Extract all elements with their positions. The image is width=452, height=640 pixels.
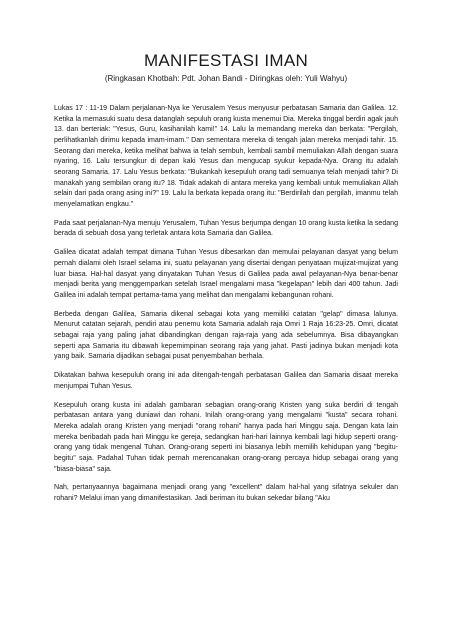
paragraph: Berbeda dengan Galilea, Samaria dikenal sebagai kota yang memiliki catatan "gelap" dimasa lalunya. Menurut catatan sejarah, pendiri atau penemu kota Samaria adalah raja Omri 1 Raja 16:23-25. Omri, dicatat sebagai raja yang paling jahat dibandingkan dengan raja-raja yang ada sebelumnya. Bisa dibayangkan seperti apa Samaria itu dibawah kepemimpinan seorang raja yang jahat. Pasti jadinya bukan menjadi kota yang baik. Samaria dijadikan sebagai pusat penyembahan berhala. (54, 310, 398, 361)
paragraph: Dikatakan bahwa kesepuluh orang ini ada ditengah-tengah perbatasan Galilea dan Samaria disaat mereka menjumpai Tuhan Yesus. (54, 372, 398, 390)
paragraph: Galilea dicatat adalah tempat dimana Tuhan Yesus dibesarkan dan memulai pelayanan dasyat yang belum pernah dialami oleh Israel selama ini, suatu pelayanan yang disertai dengan penyataan mujizat-mujizat yang luar biasa. Hal-hal dasyat yang dinyatakan Tuhan Yesus di Galilea pada awal pelayanan-Nya benar-benar menjadi berita yang menggemparkan setelah Israel mengalami masa "kegelapan" lebih dari 400 tahun. Jadi Galilea ini adalah tempat pertama-tama yang melihat dan mengalami kebangunan rohani. (54, 249, 398, 299)
paragraph: Kesepuluh orang kusta ini adalah gambaran sebagian orang-orang Kristen yang suka berdiri di tengah perbatasan antara yang duniawi dan rohani. Inilah orang-orang yang mengalami "kusta" secara rohani. Mereka adalah orang Kristen yang menjadi "orang rohani" hanya pada hari Minggu saja. Dengan kata lain mereka beribadah pada hari Minggu ke gereja, sedangkan hari-hari lainnya kembali lagi hidup seperti orang-orang yang tidak mengenal Tuhan. Orang-orang seperti ini biasanya lebih memilih kehidupan yang "begitu-begitu" saja. Padahal Tuhan tidak pernah merencanakan orang-orang percaya hidup sebagai orang yang "biasa-biasa" saja. (54, 401, 398, 473)
document-title: MANIFESTASI IMAN (143, 51, 309, 70)
paragraph: Pada saat perjalanan-Nya menuju Yerusalem, Tuhan Yesus berjumpa dengan 10 orang kusta ketika la sedang berada di sebuah dosa yang terletak antara kota Samaria dan Galilea. (54, 219, 398, 238)
paragraph: Nah, pertanyaannya bagaimana menjadi orang yang "excellent" dalam hal-hal yang sifatnya sekuler dan rohani? Melalui iman yang dimanifestasikan. Jadi beriman itu bukan sekedar bilang "Aku (54, 484, 398, 503)
paragraph-scripture: Lukas 17 : 11-19 Dalam perjalanan-Nya ke Yerusalem Yesus menyusur perbatasan Samaria dan Galilea. 12. Ketika la memasuki suatu desa datanglah sepuluh orang kusta menemui Dia. Mereka tinggal berdiri agak jauh 13. dan berteriak: "Yesus, Guru, kasihanilah kami!" 14. Lalu la memandang mereka dan berkata: "Pergilah, perlihatkanlah dirimu kepada imam-imam." Dan sementara mereka di tengah jalan mereka menjadi tahir. 15. Seorang dari mereka, ketika melihat bahwa ia telah sembuh, kembali sambil memuliakan Allah dengan suara nyaring, 16. Lalu tersungkur di depan kaki Yesus dan mengucap syukur kepada-Nya. Orang itu adalah seorang Samaria. 17. Lalu Yesus berkata: "Bukankah kesepuluh orang tadi semuanya telah menjadi tahir? Di manakah yang sembilan orang itu? 18. Tidak adakah di antara mereka yang kembali untuk memuliakan Allah selain dari pada orang asing ini?" 19. Lalu la berkata kepada orang itu: "Berdirilah dan pergilah, imanmu telah menyelamatkan engkau." (54, 105, 398, 208)
document-body (54, 104, 398, 513)
document-subtitle: (Ringkasan Khotbah: Pdt. Johan Bandi - Diringkas oleh: Yuli Wahyu) (104, 74, 348, 83)
